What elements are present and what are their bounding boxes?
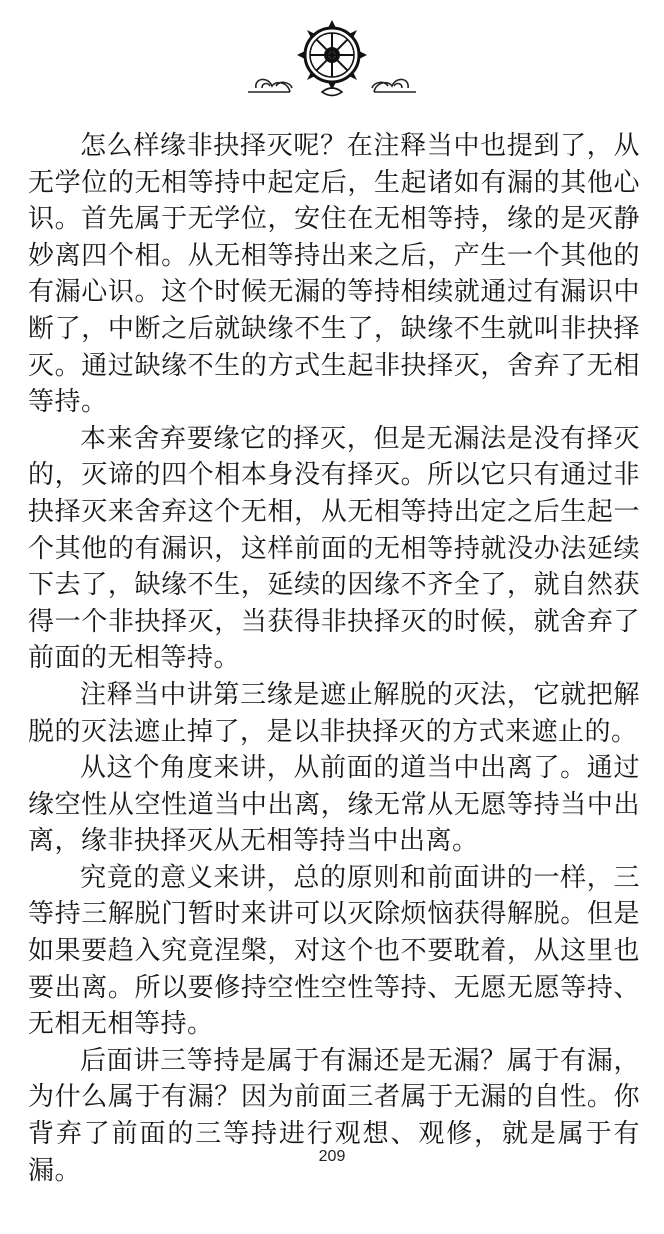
paragraph: 怎么样缘非抉择灭呢？在注释当中也提到了，从无学位的无相等持中起定后，生起诸如有漏的其他心识。首先属于无学位，安住在无相等持，缘的是灭静妙离四个相。从无相等持出来之后，产生一个其他的有漏心识。这个时候无漏的等持相续就通过有漏识中断了，中断之后就缺缘不生了，缺缘不生就叫非抉择灭。通过缺缘不生的方式生起非抉择灭，舍弃了无相等持。	[28, 131, 640, 418]
paragraph: 究竟的意义来讲，总的原则和前面讲的一样，三等持三解脱门暂时来讲可以灭除烦恼获得解脱。但是如果要趋入究竟涅槃，对这个也不要耽着，从这里也要出离。所以要修持空性空性等持、无愿无愿等持、无相无相等持。	[28, 862, 640, 1040]
paragraph: 后面讲三等持是属于有漏还是无漏？属于有漏，为什么属于有漏？因为前面三者属于无漏的自性。你背弃了前面的三等持进行观想、观修，就是属于有漏。	[28, 1045, 640, 1186]
page-body	[28, 128, 640, 1189]
paragraph: 注释当中讲第三缘是遮止解脱的灭法，它就把解脱的灭法遮止掉了，是以非抉择灭的方式来遮止的。	[28, 679, 640, 747]
cloud-scroll-left	[248, 79, 292, 92]
cloud-scroll-right	[372, 79, 416, 92]
paragraph: 从这个角度来讲，从前面的道当中出离了。通过缘空性从空性道当中出离，缘无常从无愿等持当中出离，缘非抉择灭从无相等持当中出离。	[28, 753, 640, 857]
paragraph: 本来舍弃要缘它的择灭，但是无漏法是没有择灭的，灭谛的四个相本身没有择灭。所以它只有通过非抉择灭来舍弃这个无相，从无相等持出定之后生起一个其他的有漏识，这样前面的无相等持就没办法延续下去了，缺缘不生，延续的因缘不齐全了，就自然获得一个非抉择灭，当获得非抉择灭的时候，就舍弃了前面的无相等持。	[28, 423, 640, 674]
page-number: 209	[318, 1148, 346, 1165]
header-ornament	[0, 0, 664, 110]
dharma-wheel-icon	[297, 20, 367, 96]
